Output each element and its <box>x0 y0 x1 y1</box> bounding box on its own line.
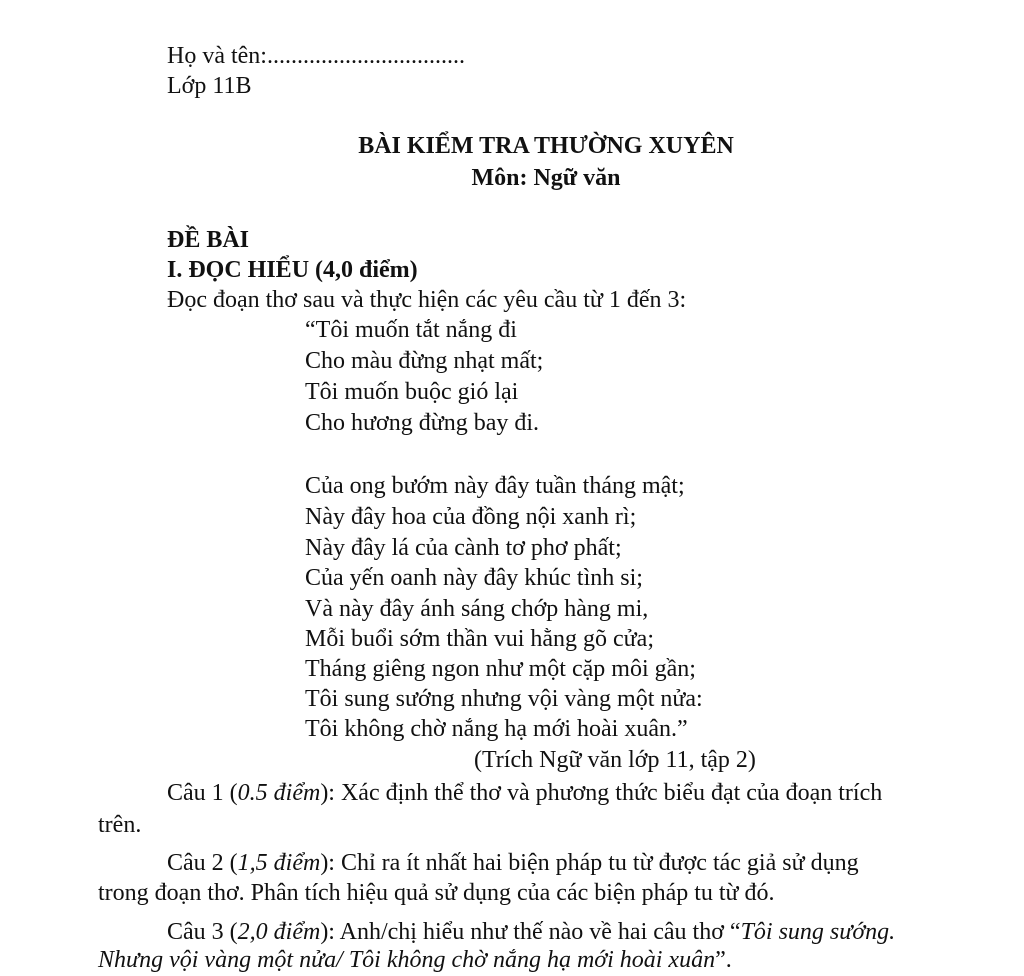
question-text: ): Xác định thể thơ và phương thức biểu đạt của đoạn trích <box>320 780 883 806</box>
question-label: Câu 1 ( <box>167 780 238 806</box>
question-3-continuation <box>98 948 732 972</box>
question-label: Câu 3 ( <box>167 919 238 945</box>
subject-title: Môn: Ngữ văn <box>471 165 621 191</box>
poem-line: Của ong bướm này đây tuần tháng mật; <box>305 473 685 499</box>
part1-heading: I. ĐỌC HIỂU (4,0 điểm) <box>167 257 418 283</box>
poem-line: Cho hương đừng bay đi. <box>305 410 540 436</box>
poem-line: Cho màu đừng nhạt mất; <box>305 348 544 374</box>
question-text: ): Chỉ ra ít nhất hai biện pháp tu từ được tác giả sử dụng <box>320 850 859 876</box>
poem-line: Của yến oanh này đây khúc tình si; <box>305 565 643 591</box>
section-heading: ĐỀ BÀI <box>167 227 250 253</box>
question-points: 1,5 điểm <box>237 850 321 876</box>
question-1-continuation: trên. <box>98 812 142 838</box>
question-1 <box>167 781 882 805</box>
question-label: Câu 2 ( <box>167 850 238 876</box>
question-points: 2,0 điểm <box>237 919 321 945</box>
poem-line: Tôi sung sướng nhưng vội vàng một nửa: <box>305 686 703 712</box>
poem-line: Mỗi buổi sớm thần vui hằng gõ cửa; <box>305 626 654 652</box>
page-title: BÀI KIỂM TRA THƯỜNG XUYÊN <box>358 133 734 159</box>
poem-line: Tháng giêng ngon như một cặp môi gần; <box>305 656 696 682</box>
poem-line: Này đây lá của cành tơ phơ phất; <box>305 535 622 561</box>
class-line: Lớp 11B <box>167 73 252 99</box>
question-3 <box>167 920 895 944</box>
question-points: 0.5 điểm <box>237 780 321 806</box>
poem-line: Và này đây ánh sáng chớp hàng mi, <box>305 596 649 622</box>
question-text: ”. <box>715 947 732 973</box>
question-quote: Nhưng vội vàng một nửa/ Tôi không chờ nắng hạ mới hoài xuân <box>98 947 716 973</box>
poem-line: “Tôi muốn tắt nắng đi <box>305 317 517 343</box>
poem-source: (Trích Ngữ văn lớp 11, tập 2) <box>474 747 756 773</box>
question-text: ): Anh/chị hiểu như thế nào về hai câu thơ “ <box>320 919 741 945</box>
poem-line: Tôi không chờ nắng hạ mới hoài xuân.” <box>305 716 688 742</box>
instruction-text: Đọc đoạn thơ sau và thực hiện các yêu cầu từ 1 đến 3: <box>167 287 687 313</box>
poem-line: Này đây hoa của đồng nội xanh rì; <box>305 504 637 530</box>
question-2 <box>167 851 859 875</box>
question-2-continuation: trong đoạn thơ. Phân tích hiệu quả sử dụng của các biện pháp tu từ đó. <box>98 880 775 906</box>
question-quote: Tôi sung sướng. <box>740 919 896 945</box>
student-name-line: Họ và tên:................................. <box>167 43 465 69</box>
poem-line: Tôi muốn buộc gió lại <box>305 379 519 405</box>
